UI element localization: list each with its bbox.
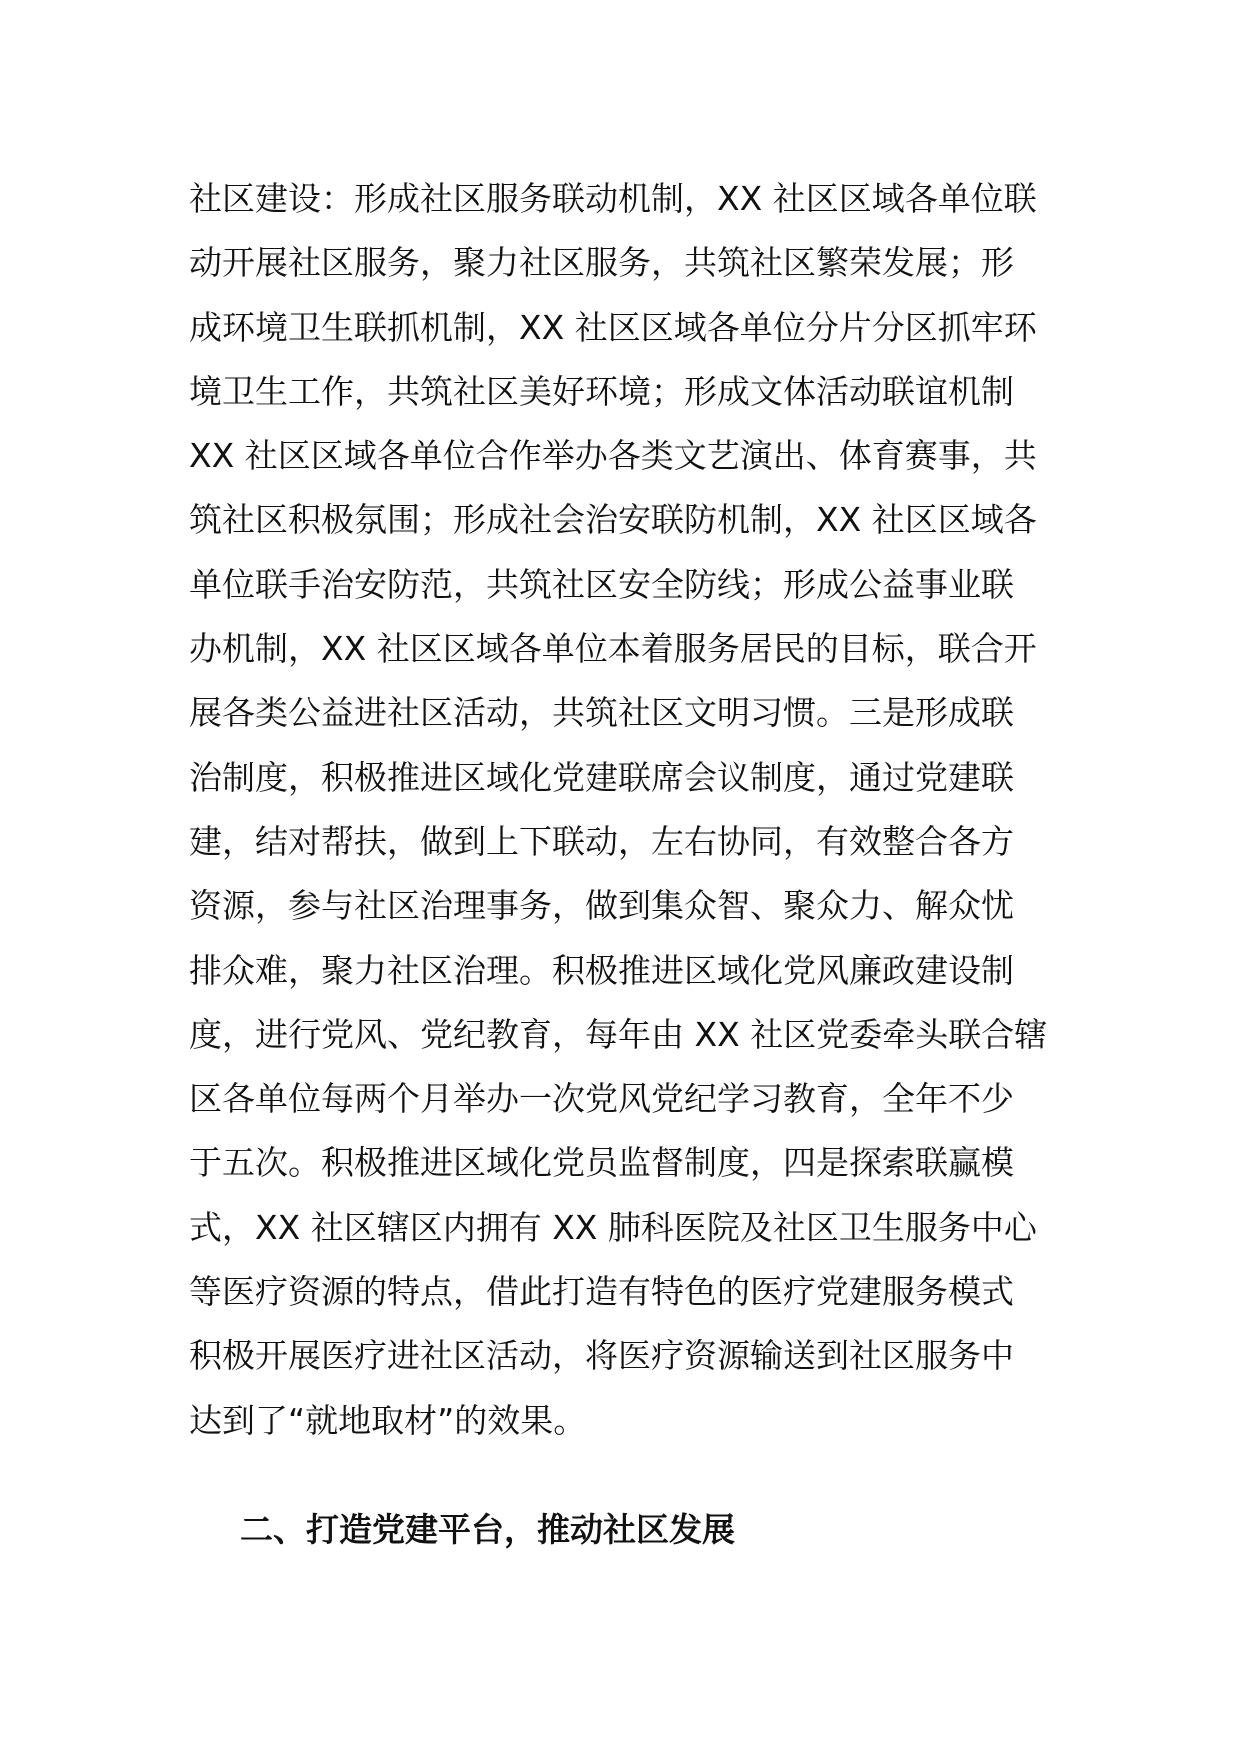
text-line: 办机制，XX 社区区域各单位本着服务居民的目标，联合开 — [189, 629, 1037, 669]
text-line: 排众难，聚力社区治理。积极推进区域化党风廉政建设制 — [189, 950, 1014, 990]
text-line: 区各单位每两个月举办一次党风党纪学习教育，全年不少 — [189, 1079, 1014, 1119]
text-line: 单位联手治安防范，共筑社区安全防线；形成公益事业联 — [189, 564, 1014, 604]
section-heading: 二、打造党建平台，推动社区发展 — [240, 1510, 735, 1549]
text-line: 于五次。积极推进区域化党员监督制度，四是探索联赢模 — [189, 1143, 1014, 1183]
body-paragraph — [189, 167, 1079, 1453]
text-line: 式，XX 社区辖区内拥有 XX 肺科医院及社区卫生服务中心 — [189, 1207, 1037, 1247]
text-line: 度，进行党风、党纪教育，每年由 XX 社区党委牵头联合辖 — [189, 1014, 1048, 1054]
text-line: 积极开展医疗进社区活动，将医疗资源输送到社区服务中 — [189, 1336, 1014, 1376]
text-line: 达到了“就地取材”的效果。 — [189, 1400, 587, 1440]
text-line: XX 社区区域各单位合作举办各类文艺演出、体育赛事，共 — [189, 436, 1037, 476]
text-line: 成环境卫生联抓机制，XX 社区区域各单位分片分区抓牢环 — [189, 307, 1037, 347]
text-line: 筑社区积极氛围；形成社会治安联防机制，XX 社区区域各 — [189, 500, 1037, 540]
text-line: 动开展社区服务，聚力社区服务，共筑社区繁荣发展；形 — [189, 243, 1014, 283]
text-line: 境卫生工作，共筑社区美好环境；形成文体活动联谊机制 — [189, 371, 1014, 411]
text-line: 等医疗资源的特点，借此打造有特色的医疗党建服务模式 — [189, 1272, 1014, 1312]
text-line: 资源，参与社区治理事务，做到集众智、聚众力、解众忧 — [189, 886, 1014, 926]
text-line: 建，结对帮扶，做到上下联动，左右协同，有效整合各方 — [189, 821, 1014, 861]
text-line: 治制度，积极推进区域化党建联席会议制度，通过党建联 — [189, 757, 1014, 797]
text-line: 展各类公益进社区活动，共筑社区文明习惯。三是形成联 — [189, 693, 1014, 733]
text-line: 社区建设：形成社区服务联动机制，XX 社区区域各单位联 — [189, 179, 1037, 218]
